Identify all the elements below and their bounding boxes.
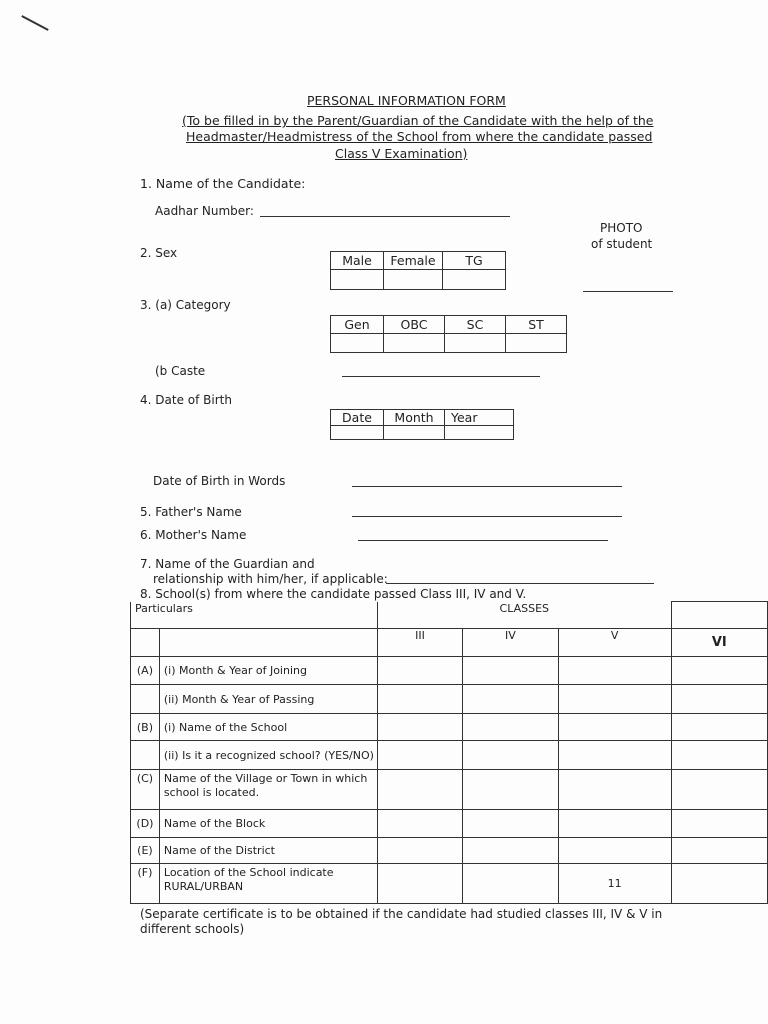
cell-iv[interactable]	[463, 838, 558, 864]
cell-vi[interactable]	[671, 714, 767, 741]
row-label: (i) Month & Year of Joining	[159, 657, 377, 685]
dob-table	[330, 409, 514, 440]
form-subtitle-line2: Headmaster/Headmistress of the School from where the candidate passed	[186, 129, 653, 144]
dob-month-box[interactable]	[384, 426, 445, 440]
guardian-label-line2: relationship with him/her, if applicable:	[153, 572, 388, 586]
guardian-input-line[interactable]	[386, 583, 654, 584]
cell-vi[interactable]	[671, 864, 767, 904]
father-name-input-line[interactable]	[352, 516, 622, 517]
category-label: 3. (a) Category	[140, 298, 231, 312]
form-subtitle-line1: (To be filled in by the Parent/Guardian of the Candidate with the help of the	[182, 113, 654, 128]
class-col-v: V	[558, 629, 671, 657]
caste-input-line[interactable]	[342, 376, 540, 377]
dob-date-box[interactable]	[331, 426, 384, 440]
cell-iv[interactable]	[463, 741, 558, 770]
photo-sublabel: of student	[591, 237, 653, 251]
cell-v[interactable]	[558, 770, 671, 810]
cell-iv[interactable]	[463, 714, 558, 741]
photo-label: PHOTO	[600, 221, 643, 235]
mother-name-input-line[interactable]	[358, 540, 608, 541]
cell-vi[interactable]	[671, 770, 767, 810]
classes-header: CLASSES	[377, 602, 671, 629]
category-option-obc: OBC	[384, 316, 445, 334]
footer-note-line1: (Separate certificate is to be obtained if the candidate had studied classes III, IV & V in	[140, 907, 663, 921]
subheader-blank-cell	[159, 629, 377, 657]
row-tag: (F)	[131, 864, 160, 904]
header-blank-cell	[671, 602, 767, 629]
mother-name-label: 6. Mother's Name	[140, 528, 247, 542]
cell-iii[interactable]	[377, 657, 462, 685]
dob-month-header: Month	[384, 410, 445, 426]
cell-iv[interactable]	[463, 864, 558, 904]
row-tag: (A)	[131, 657, 160, 685]
table-row	[131, 770, 768, 810]
row-label: (i) Name of the School	[159, 714, 377, 741]
row-label	[159, 770, 377, 810]
cell-iii[interactable]	[377, 810, 462, 838]
table-row	[131, 685, 768, 714]
form-subtitle-line3: Class V Examination)	[335, 146, 468, 161]
table-row	[131, 657, 768, 685]
candidate-name-label: 1. Name of the Candidate:	[140, 176, 306, 191]
dob-year-box[interactable]	[445, 426, 514, 440]
table-row	[131, 810, 768, 838]
category-st-box[interactable]	[506, 334, 567, 353]
row-tag	[131, 685, 160, 714]
dob-label: 4. Date of Birth	[140, 393, 232, 407]
category-gen-box[interactable]	[331, 334, 384, 353]
row-label: (ii) Is it a recognized school? (YES/NO)	[159, 741, 377, 770]
sex-tg-box[interactable]	[443, 270, 506, 290]
row-tag: (C)	[131, 770, 160, 810]
dob-words-label: Date of Birth in Words	[153, 474, 286, 488]
row-label-line1: Location of the School indicate	[163, 866, 334, 879]
table-row	[131, 864, 768, 904]
father-name-label: 5. Father's Name	[140, 505, 242, 519]
row-label: (ii) Month & Year of Passing	[159, 685, 377, 714]
cell-vi[interactable]	[671, 657, 767, 685]
category-option-sc: SC	[445, 316, 506, 334]
particulars-header: Particulars	[131, 602, 378, 629]
cell-iv[interactable]	[463, 810, 558, 838]
row-label-line2: RURAL/URBAN	[163, 880, 244, 893]
cell-v[interactable]	[558, 838, 671, 864]
class-col-vi: VI	[671, 629, 767, 657]
row-tag: (B)	[131, 714, 160, 741]
schools-label: 8. School(s) from where the candidate passed Class III, IV and V.	[140, 587, 527, 601]
row-label-line2: school is located.	[163, 786, 260, 799]
category-obc-box[interactable]	[384, 334, 445, 353]
cell-iii[interactable]	[377, 741, 462, 770]
row-tag: (D)	[131, 810, 160, 838]
category-sc-box[interactable]	[445, 334, 506, 353]
sex-option-female: Female	[384, 252, 443, 270]
dob-date-header: Date	[331, 410, 384, 426]
row-label: Name of the District	[159, 838, 377, 864]
cell-vi[interactable]	[671, 810, 767, 838]
sex-label: 2. Sex	[140, 246, 178, 260]
row-tag	[131, 741, 160, 770]
guardian-label-line1: 7. Name of the Guardian and	[140, 557, 315, 571]
dob-words-input-line[interactable]	[352, 486, 622, 487]
sex-option-male: Male	[331, 252, 384, 270]
cell-iii[interactable]	[377, 838, 462, 864]
schools-table	[130, 601, 768, 904]
sex-female-box[interactable]	[384, 270, 443, 290]
cell-iii[interactable]	[377, 864, 462, 904]
cell-iv[interactable]	[463, 685, 558, 714]
table-row	[131, 714, 768, 741]
row-label-line1: Name of the Village or Town in which	[163, 772, 368, 785]
sex-male-box[interactable]	[331, 270, 384, 290]
scan-mark	[21, 15, 48, 31]
table-row	[131, 741, 768, 770]
row-tag: (E)	[131, 838, 160, 864]
class-col-iv: IV	[463, 629, 558, 657]
cell-iii[interactable]	[377, 685, 462, 714]
dob-year-header: Year	[445, 410, 514, 426]
cell-iv[interactable]	[463, 657, 558, 685]
class-col-iii: III	[377, 629, 462, 657]
form-title: PERSONAL INFORMATION FORM	[307, 93, 506, 108]
cell-v[interactable]	[558, 714, 671, 741]
cell-vi[interactable]	[671, 838, 767, 864]
row-label	[159, 864, 377, 904]
cell-iv[interactable]	[463, 770, 558, 810]
cell-vi[interactable]	[671, 685, 767, 714]
cell-v[interactable]	[558, 810, 671, 838]
cell-v[interactable]	[558, 741, 671, 770]
cell-v-mark[interactable]: 11	[558, 864, 671, 904]
aadhar-input-line[interactable]	[260, 216, 510, 217]
category-option-st: ST	[506, 316, 567, 334]
category-table	[330, 315, 567, 353]
cell-iii[interactable]	[377, 714, 462, 741]
caste-label: (b Caste	[155, 364, 206, 378]
aadhar-label: Aadhar Number:	[155, 204, 254, 218]
subheader-blank-cell	[131, 629, 160, 657]
category-option-gen: Gen	[331, 316, 384, 334]
row-label: Name of the Block	[159, 810, 377, 838]
sex-option-tg: TG	[443, 252, 506, 270]
cell-v[interactable]	[558, 657, 671, 685]
cell-v[interactable]	[558, 685, 671, 714]
sex-table	[330, 251, 506, 290]
footer-note-line2: different schools)	[140, 922, 245, 936]
photo-signature-line[interactable]	[583, 291, 673, 292]
cell-iii[interactable]	[377, 770, 462, 810]
cell-vi[interactable]	[671, 741, 767, 770]
table-row	[131, 838, 768, 864]
